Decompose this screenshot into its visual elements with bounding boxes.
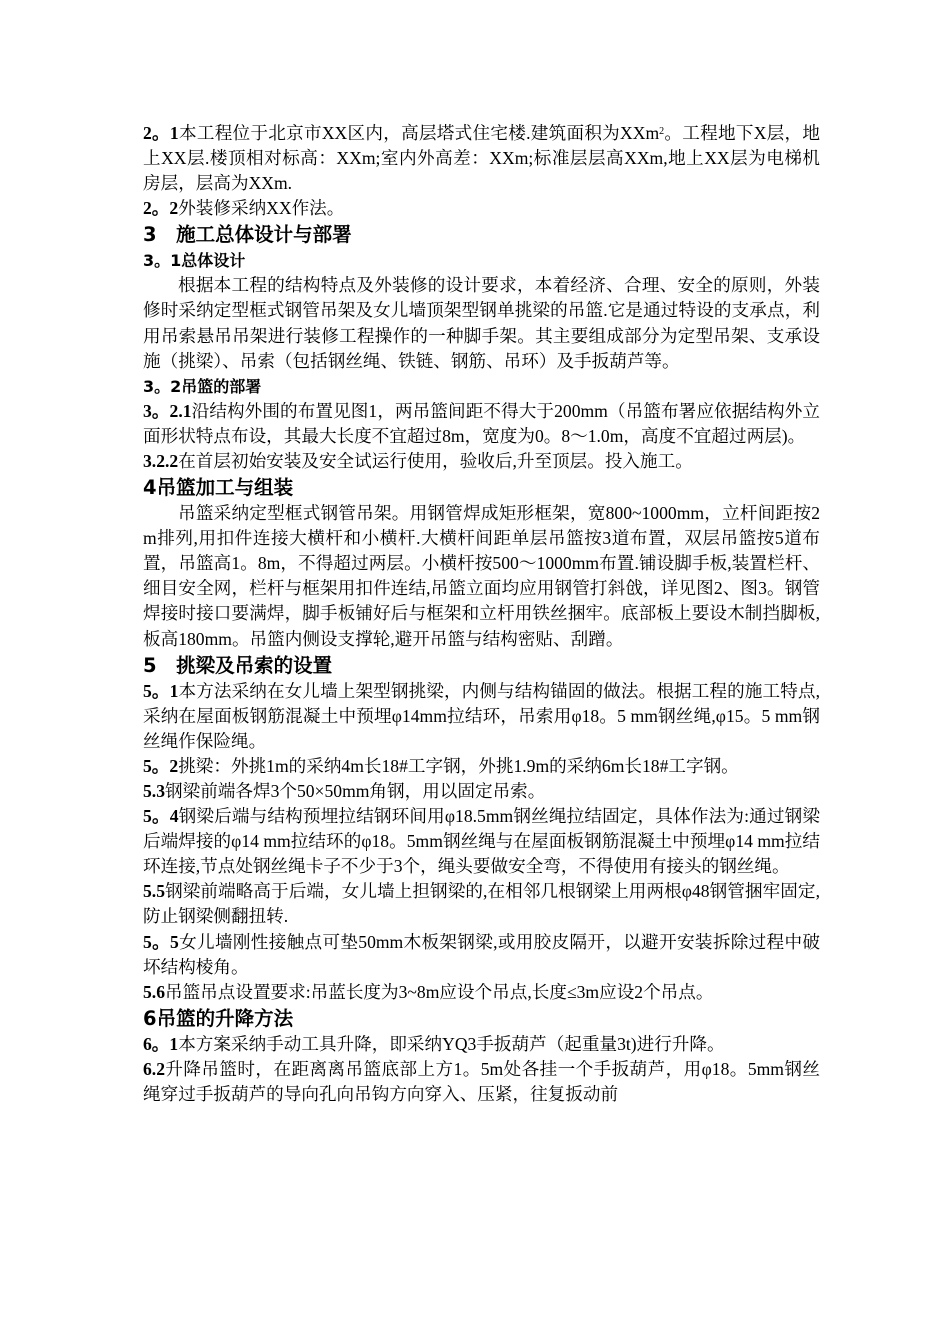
paragraph-text: 。工程地下X层，地上XX层.楼顶相对标高：XXm;室内外高差：XXm;标准层层高XXm,地上XX层为电梯机房层，层高为XXm. — [143, 123, 820, 194]
paragraph-text: 女儿墙刚性接触点可垫50mm木板架钢梁,或用胶皮隔开，以避开安装拆除过程中破坏结构棱角。 — [143, 931, 820, 977]
para-3-2-2 — [143, 449, 820, 474]
para-2-1 — [143, 121, 820, 196]
heading-section-4: 4吊篮加工与组装 — [143, 476, 294, 500]
para-5-5b — [143, 930, 820, 980]
para-2-2 — [143, 196, 820, 221]
section-number: 5。5 — [143, 931, 179, 952]
section-number: 5.3 — [143, 780, 165, 801]
para-5-1 — [143, 679, 820, 754]
section-number: 5。1 — [143, 680, 179, 701]
paragraph-text: 沿结构外围的布置见图1，两吊篮间距不得大于200mm（吊篮布署应依据结构外立面形状特点布设，其最大长度不宜超过8m，宽度为0。8～1.0m，高度不宜超过两层)。 — [143, 400, 821, 446]
paragraph-text: 本工程位于北京市XX区内，高层塔式住宅楼.建筑面积为XXm — [178, 123, 660, 143]
section-number: 3.2.2 — [143, 450, 179, 471]
paragraph-text: 钢梁后端与结构预埋拉结钢环间用φ18.5mm钢丝绳拉结固定，具体作法为:通过钢梁后端焊接的φ14 mm拉结环的φ18。5mm钢丝绳与在屋面板钢筋混凝土中预埋φ14 mm拉结环连接,节点处钢丝绳卡子不少于3个，绳头要做安全弯，不得使用有接头的钢丝绳。 — [143, 806, 820, 877]
paragraph-text: 钢梁前端略高于后端，女儿墙上担钢梁的,在相邻几根钢梁上用两根φ48钢管捆牢固定,防止钢梁侧翻扭转. — [143, 881, 820, 927]
section-number: 5.5 — [143, 881, 165, 902]
section-number: 2。1 — [143, 123, 179, 143]
paragraph-text: 升降吊篮时，在距离离吊篮底部上方1。5m处各挂一个手扳葫芦，用φ18。5mm钢丝绳穿过手扳葫芦的导向孔向吊钩方向穿入、压紧，往复扳动前 — [143, 1058, 820, 1104]
para-4: 吊篮采纳定型框式钢管吊架。用钢管焊成矩形框架，宽800~1000mm，立杆间距按2m排列,用扣件连接大横杆和小横杆.大横杆间距单层吊篮按3道布置，双层吊篮按5道布置，吊篮高1。8m，不得超过两层。小横杆按500～1000mm布置.铺设脚手板,装置栏杆、细目安全网，栏杆与框架用扣件连结,吊篮立面均应用钢管打斜戗，详见图2、图3。钢管焊接时接口要满焊，脚手板铺好后与框架和立杆用铁丝捆牢。底部板上要设木制挡脚板,板高180mm。吊篮内侧设支撑轮,避开吊篮与结构密贴、刮蹭。 — [143, 503, 820, 649]
section-number: 5。2 — [143, 755, 179, 776]
superscript: 2 — [659, 126, 665, 137]
para-3-1: 根据本工程的结构特点及外装修的设计要求，本着经济、合理、安全的原则，外装修时采纳定型框式钢管吊架及女儿墙顶架型钢单挑梁的吊篮.它是通过特设的支承点，利用吊索悬吊吊架进行装修工程操作的一种脚手架。其主要组成部分为定型吊架、支承设施（挑梁）、吊索（包括钢丝绳、铁链、钢筋、吊环）及手扳葫芦等。 — [143, 275, 820, 371]
section-number: 6.2 — [143, 1058, 165, 1079]
heading-section-5: 5 挑梁及吊索的设置 — [143, 653, 333, 677]
paragraph-text: 本方法采纳在女儿墙上架型钢挑梁，内侧与结构锚固的做法。根据工程的施工特点,采纳在屋面板钢筋混凝土中预埋φ14mm拉结环，吊索用φ18。5 mm钢丝绳,φ15。5 mm钢丝绳作保险绳。 — [143, 680, 820, 751]
paragraph-text: 本方案采纳手动工具升降，即采纳YQ3手扳葫芦（起重量3t)进行升降。 — [178, 1033, 725, 1054]
para-5-3 — [143, 779, 820, 804]
heading-section-6: 6吊篮的升降方法 — [143, 1006, 294, 1030]
paragraph-text: 挑梁：外挑1m的采纳4m长18#工字钢，外挑1.9m的采纳6m长18#工字钢。 — [178, 755, 739, 776]
paragraph-text: 吊篮吊点设置要求:吊蓝长度为3~8m应设个吊点,长度≤3m应设2个吊点。 — [165, 981, 714, 1002]
para-5-2 — [143, 754, 820, 779]
para-3-2-1 — [143, 399, 820, 449]
section-number: 5.6 — [143, 981, 165, 1002]
paragraph-text: 在首层初始安装及安全试运行使用，验收后,升至顶层。投入施工。 — [178, 450, 693, 471]
heading-section-3: 3 施工总体设计与部署 — [143, 223, 352, 247]
section-number: 2。2 — [143, 198, 179, 219]
paragraph-text: 外装修采纳XX作法。 — [178, 198, 345, 219]
paragraph-text: 钢梁前端各焊3个50×50mm角钢，用以固定吊索。 — [165, 780, 546, 801]
section-number: 5。4 — [143, 806, 179, 827]
heading-3-1: 3。1总体设计 — [143, 251, 246, 271]
section-number: 3。2.1 — [143, 400, 192, 421]
section-number: 6。1 — [143, 1033, 179, 1054]
para-6-2 — [143, 1057, 820, 1107]
para-5-4 — [143, 804, 820, 879]
heading-3-2: 3。2吊篮的部署 — [143, 376, 262, 396]
para-5-6 — [143, 980, 820, 1005]
para-6-1 — [143, 1032, 820, 1057]
para-5-5a — [143, 879, 820, 929]
